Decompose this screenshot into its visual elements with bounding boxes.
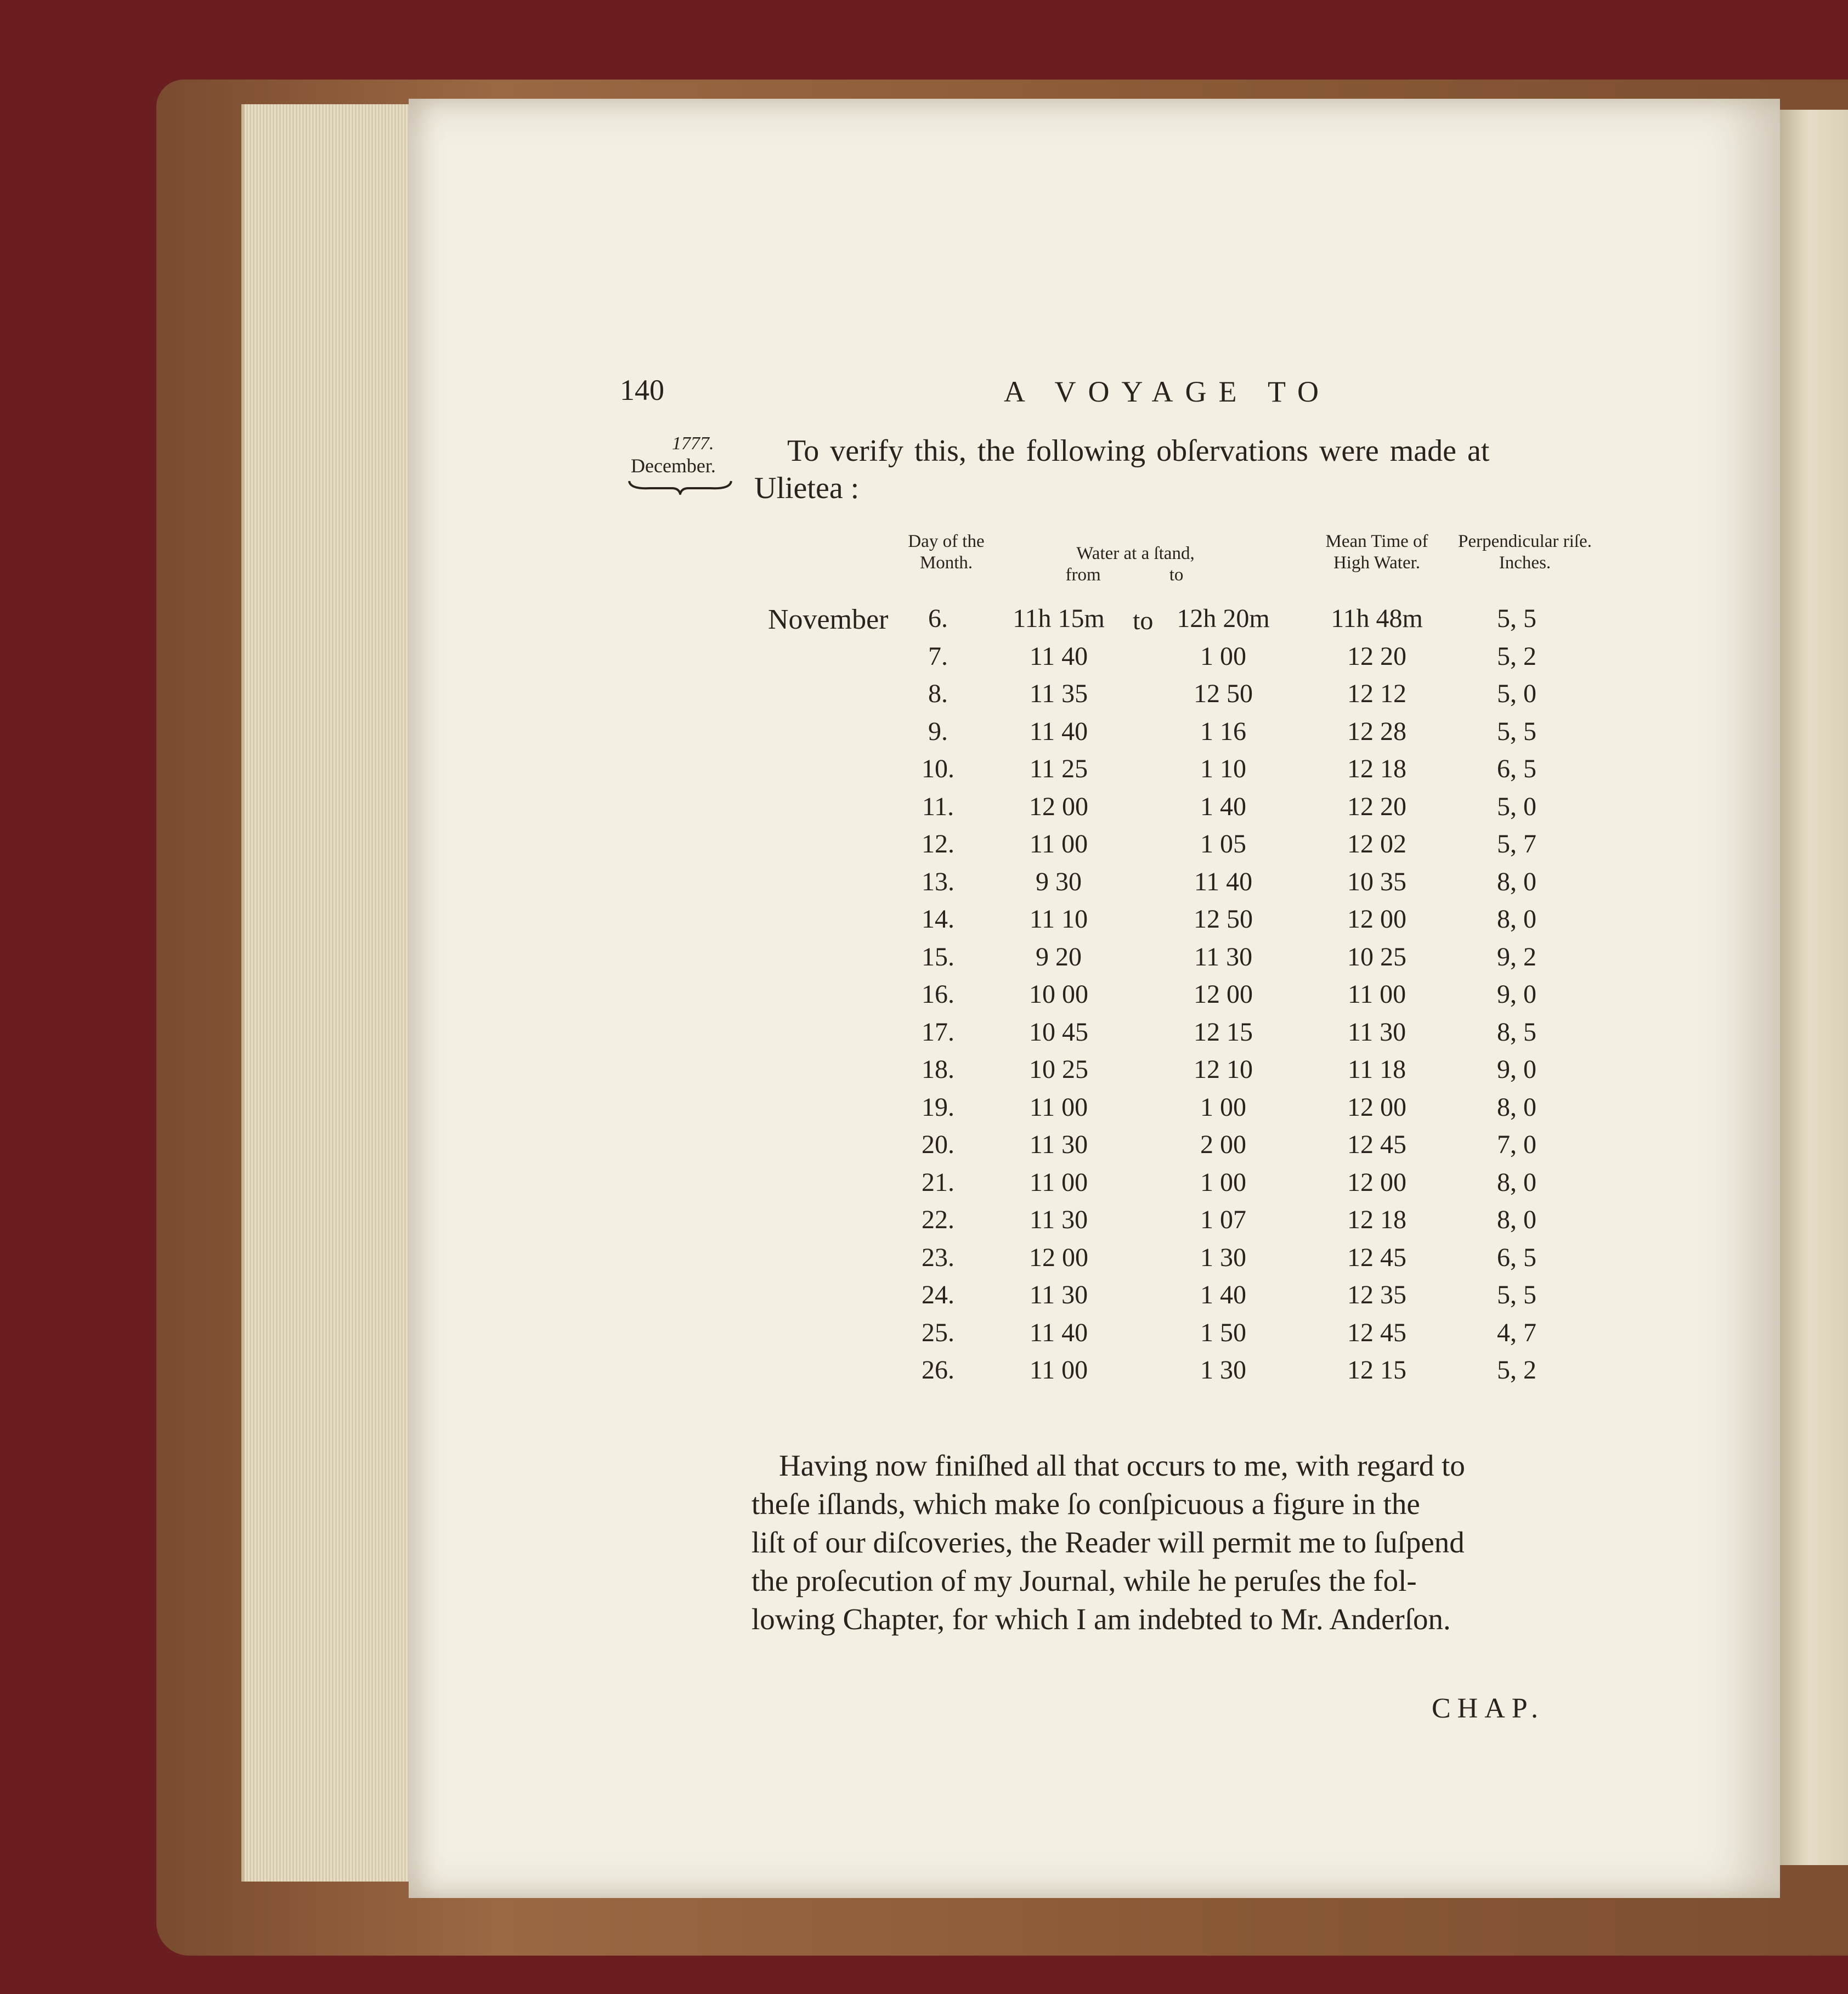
table-row <box>0 603 1848 641</box>
cell-mean-time: 12 45 <box>1347 1318 1406 1347</box>
closing-line: the proſecution of my Journal, while he peruſes the fol- <box>751 1564 1417 1597</box>
cell-day: 26. <box>922 1355 954 1385</box>
cell-from: 11 30 <box>1029 1130 1088 1159</box>
cell-day: 22. <box>922 1205 954 1234</box>
cell-day: 18. <box>922 1055 954 1084</box>
cell-rise: 8, 0 <box>1497 1167 1536 1197</box>
cell-to: 12h 20m <box>1177 604 1270 633</box>
header-water-stand-label: Water at a ſtand, <box>1076 544 1195 563</box>
cell-rise: 5, 5 <box>1497 604 1536 633</box>
cell-day: 13. <box>922 867 954 896</box>
cell-day: 19. <box>922 1092 954 1122</box>
cell-day: 15. <box>922 942 954 971</box>
cell-mean-time: 12 20 <box>1347 641 1406 671</box>
cell-day: 25. <box>922 1318 954 1347</box>
cell-rise: 8, 0 <box>1497 1205 1536 1234</box>
header-day-of-month: Day of the Month. <box>908 532 985 573</box>
intro-line: To verify this, the following obſervations were made at <box>787 434 1490 468</box>
cell-rise: 5, 5 <box>1497 1280 1536 1309</box>
cell-mean-time: 12 00 <box>1347 905 1406 934</box>
cell-mean-time: 11 00 <box>1347 980 1406 1009</box>
cell-rise: 5, 2 <box>1497 641 1536 671</box>
cell-to: 11 30 <box>1194 942 1253 971</box>
cell-from: 10 25 <box>1029 1055 1088 1084</box>
cell-to: 1 30 <box>1200 1242 1246 1272</box>
cell-day: 9. <box>928 716 948 746</box>
table-row <box>0 829 1848 866</box>
cell-to: 1 10 <box>1200 754 1246 783</box>
header-from: from <box>1065 565 1101 585</box>
cell-rise: 9, 0 <box>1497 1055 1536 1084</box>
month-label: November <box>768 604 889 635</box>
header-to: to <box>1169 565 1184 585</box>
cell-mean-time: 12 45 <box>1347 1242 1406 1272</box>
table-row <box>0 1054 1848 1092</box>
catchword: CHAP. <box>1432 1693 1545 1724</box>
cell-mean-time: 10 35 <box>1347 867 1406 896</box>
cell-to: 1 30 <box>1200 1355 1246 1385</box>
cell-mean-time: 12 12 <box>1347 679 1406 708</box>
table-row <box>0 1205 1848 1242</box>
cell-to: 2 00 <box>1200 1130 1246 1159</box>
cell-rise: 5, 5 <box>1497 716 1536 746</box>
cell-mean-time: 12 02 <box>1347 829 1406 858</box>
cell-day: 11. <box>922 792 954 821</box>
table-row <box>0 1355 1848 1392</box>
cell-day: 20. <box>922 1130 954 1159</box>
cell-day: 21. <box>922 1167 954 1197</box>
cell-rise: 9, 2 <box>1497 942 1536 971</box>
running-head: A VOYAGE TO <box>1004 375 1331 408</box>
header-water-stand <box>1031 543 1240 586</box>
margin-brace <box>628 478 732 495</box>
cell-day: 17. <box>922 1017 954 1047</box>
cell-rise: 5, 7 <box>1497 829 1536 858</box>
table-row <box>0 641 1848 679</box>
page-number: 140 <box>620 374 664 406</box>
table-row <box>0 1129 1848 1167</box>
table-row <box>0 1280 1848 1317</box>
cell-from: 11 35 <box>1029 679 1088 708</box>
cell-rise: 6, 5 <box>1497 1242 1536 1272</box>
closing-line: liſt of our diſcoveries, the Reader will permit me to ſuſpend <box>751 1526 1465 1559</box>
cell-day: 14. <box>922 905 954 934</box>
cell-from: 11 25 <box>1029 754 1088 783</box>
cell-day: 6. <box>928 604 948 633</box>
table-row <box>0 1242 1848 1280</box>
cell-to: 1 00 <box>1200 1092 1246 1122</box>
cell-from: 11h 15m <box>1013 604 1105 633</box>
cell-rise: 8, 5 <box>1497 1017 1536 1047</box>
cell-from: 12 00 <box>1029 1242 1088 1272</box>
cell-to: 1 00 <box>1200 1167 1246 1197</box>
cell-to: 1 16 <box>1200 716 1246 746</box>
cell-from: 12 00 <box>1029 792 1088 821</box>
cell-day: 23. <box>922 1242 954 1272</box>
cell-to: 12 00 <box>1194 980 1253 1009</box>
cell-day: 12. <box>922 829 954 858</box>
cell-day: 8. <box>928 679 948 708</box>
cell-from: 9 20 <box>1036 942 1082 971</box>
cell-rise: 4, 7 <box>1497 1318 1536 1347</box>
cell-from: 11 00 <box>1029 829 1088 858</box>
header-mean-time: Mean Time of High Water. <box>1325 532 1428 573</box>
table-row <box>0 1092 1848 1129</box>
cell-day: 16. <box>922 980 954 1009</box>
cell-mean-time: 12 20 <box>1347 792 1406 821</box>
cell-from: 11 30 <box>1029 1205 1088 1234</box>
cell-to: 12 10 <box>1194 1055 1253 1084</box>
cell-mean-time: 11 18 <box>1347 1055 1406 1084</box>
cell-rise: 9, 0 <box>1497 980 1536 1009</box>
cell-from: 11 40 <box>1029 716 1088 746</box>
cell-from: 11 00 <box>1029 1092 1088 1122</box>
table-row <box>0 942 1848 979</box>
margin-month: December. <box>631 455 716 477</box>
cell-to: 12 15 <box>1194 1017 1253 1047</box>
cell-rise: 8, 0 <box>1497 1092 1536 1122</box>
cell-to: 1 05 <box>1200 829 1246 858</box>
cell-from: 11 40 <box>1029 1318 1088 1347</box>
cell-to: 12 50 <box>1194 905 1253 934</box>
header-perpendicular-rise: Perpendicular riſe. Inches. <box>1458 532 1592 573</box>
cell-day: 7. <box>928 641 948 671</box>
cell-mean-time: 12 28 <box>1347 716 1406 746</box>
cell-to: 1 50 <box>1200 1318 1246 1347</box>
closing-line: theſe iſlands, which make ſo conſpicuous a figure in the <box>751 1487 1420 1521</box>
table-row <box>0 979 1848 1016</box>
cell-mean-time: 12 18 <box>1347 1205 1406 1234</box>
cell-mean-time: 11 30 <box>1347 1017 1406 1047</box>
cell-from: 11 30 <box>1029 1280 1088 1309</box>
cell-rise: 8, 0 <box>1497 905 1536 934</box>
cell-mean-time: 12 15 <box>1347 1355 1406 1385</box>
cell-rise: 7, 0 <box>1497 1130 1536 1159</box>
cell-to: 1 40 <box>1200 1280 1246 1309</box>
closing-line: lowing Chapter, for which I am indebted to Mr. Anderſon. <box>751 1602 1451 1636</box>
intro-line: Ulietea : <box>754 471 860 505</box>
table-row <box>0 792 1848 829</box>
table-row <box>0 904 1848 941</box>
cell-mean-time: 11h 48m <box>1331 604 1423 633</box>
cell-rise: 5, 0 <box>1497 792 1536 821</box>
cell-to: 1 40 <box>1200 792 1246 821</box>
cell-mean-time: 12 35 <box>1347 1280 1406 1309</box>
cell-mean-time: 12 00 <box>1347 1092 1406 1122</box>
cell-rise: 6, 5 <box>1497 754 1536 783</box>
cell-rise: 5, 2 <box>1497 1355 1536 1385</box>
to-word: to <box>1133 606 1154 635</box>
closing-line: Having now finiſhed all that occurs to me, with regard to <box>779 1449 1465 1482</box>
table-row <box>0 867 1848 904</box>
cell-from: 10 45 <box>1029 1017 1088 1047</box>
table-row <box>0 754 1848 791</box>
cell-from: 9 30 <box>1036 867 1082 896</box>
table-row <box>0 1167 1848 1205</box>
table-row <box>0 679 1848 716</box>
cell-to: 1 07 <box>1200 1205 1246 1234</box>
cell-from: 11 10 <box>1029 905 1088 934</box>
cell-mean-time: 10 25 <box>1347 942 1406 971</box>
cell-rise: 8, 0 <box>1497 867 1536 896</box>
cell-day: 10. <box>922 754 954 783</box>
cell-from: 11 40 <box>1029 641 1088 671</box>
cell-mean-time: 12 18 <box>1347 754 1406 783</box>
cell-to: 11 40 <box>1194 867 1253 896</box>
cell-to: 12 50 <box>1194 679 1253 708</box>
table-row <box>0 1017 1848 1054</box>
cell-from: 10 00 <box>1029 980 1088 1009</box>
cell-to: 1 00 <box>1200 641 1246 671</box>
cell-from: 11 00 <box>1029 1167 1088 1197</box>
cell-rise: 5, 0 <box>1497 679 1536 708</box>
cell-mean-time: 12 00 <box>1347 1167 1406 1197</box>
cell-from: 11 00 <box>1029 1355 1088 1385</box>
margin-year: 1777. <box>672 433 714 454</box>
cell-day: 24. <box>922 1280 954 1309</box>
cell-mean-time: 12 45 <box>1347 1130 1406 1159</box>
table-row <box>0 1318 1848 1355</box>
table-row <box>0 716 1848 754</box>
